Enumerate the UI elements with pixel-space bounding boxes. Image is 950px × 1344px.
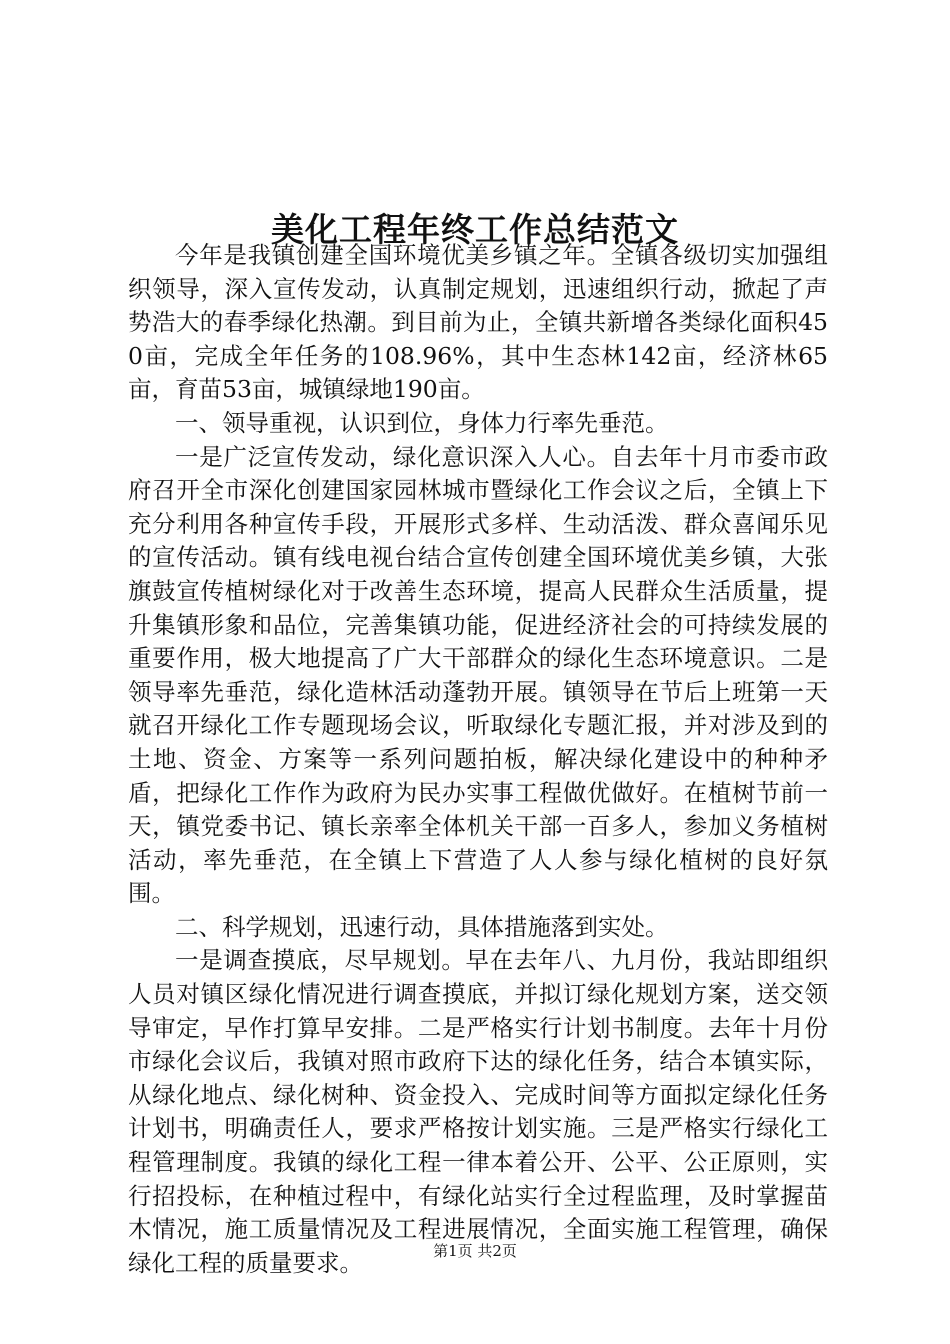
- document-title: 美化工程年终工作总结范文: [271, 210, 679, 250]
- section-heading-2: 二、科学规划，迅速行动，具体措施落到实处。: [175, 912, 669, 941]
- document-body: [128, 239, 828, 1280]
- intro-paragraph: 今年是我镇创建全国环境优美乡镇之年。全镇各级切实加强组织领导，深入宣传发动，认真制定规划，迅速组织行动，掀起了声势浩大的春季绿化热潮。到目前为止，全镇共新增各类绿化面积450亩，完成全年任务的108.96%，其中生态林142亩，经济林65亩，育苗53亩，城镇绿地190亩。: [128, 241, 828, 404]
- section-2-paragraph: 一是调查摸底，尽早规划。早在去年八、九月份，我站即组织人员对镇区绿化情况进行调查摸底，并拟订绿化规划方案，送交领导审定，早作打算早安排。二是严格实行计划书制度。去年十月份市绿化会议后，我镇对照市政府下达的绿化任务，结合本镇实际，从绿化地点、绿化树种、资金投入、完成时间等方面拟定绿化任务计划书，明确责任人，要求严格按计划实施。三是严格实行绿化工程管理制度。我镇的绿化工程一律本着公开、公平、公正原则，实行招投标，在种植过程中，有绿化站实行全过程监理，及时掌握苗木情况，施工质量情况及工程进展情况，全面实施工程管理，确保绿化工程的质量要求。: [128, 946, 828, 1277]
- section-1-paragraph: 一是广泛宣传发动，绿化意识深入人心。自去年十月市委市政府召开全市深化创建国家园林城市暨绿化工作会议之后，全镇上下充分利用各种宣传手段，开展形式多样、生动活泼、群众喜闻乐见的宣传活动。镇有线电视台结合宣传创建全国环境优美乡镇，大张旗鼓宣传植树绿化对于改善生态环境，提高人民群众生活质量，提升集镇形象和品位，完善集镇功能，促进经济社会的可持续发展的重要作用，极大地提高了广大干部群众的绿化生态环境意识。二是领导率先垂范，绿化造林活动蓬勃开展。镇领导在节后上班第一天就召开绿化工作专题现场会议，听取绿化专题汇报，并对涉及到的土地、资金、方案等一系列问题拍板，解决绿化建设中的种种矛盾，把绿化工作作为政府为民办实事工程做优做好。在植树节前一天，镇党委书记、镇长亲率全体机关干部一百多人，参加义务植树活动，率先垂范，在全镇上下营造了人人参与绿化植树的良好氛围。: [128, 442, 828, 908]
- section-heading-1: 一、领导重视，认识到位，身体力行率先垂范。: [175, 408, 669, 437]
- page-number-footer: 第1页 共2页: [433, 1242, 517, 1260]
